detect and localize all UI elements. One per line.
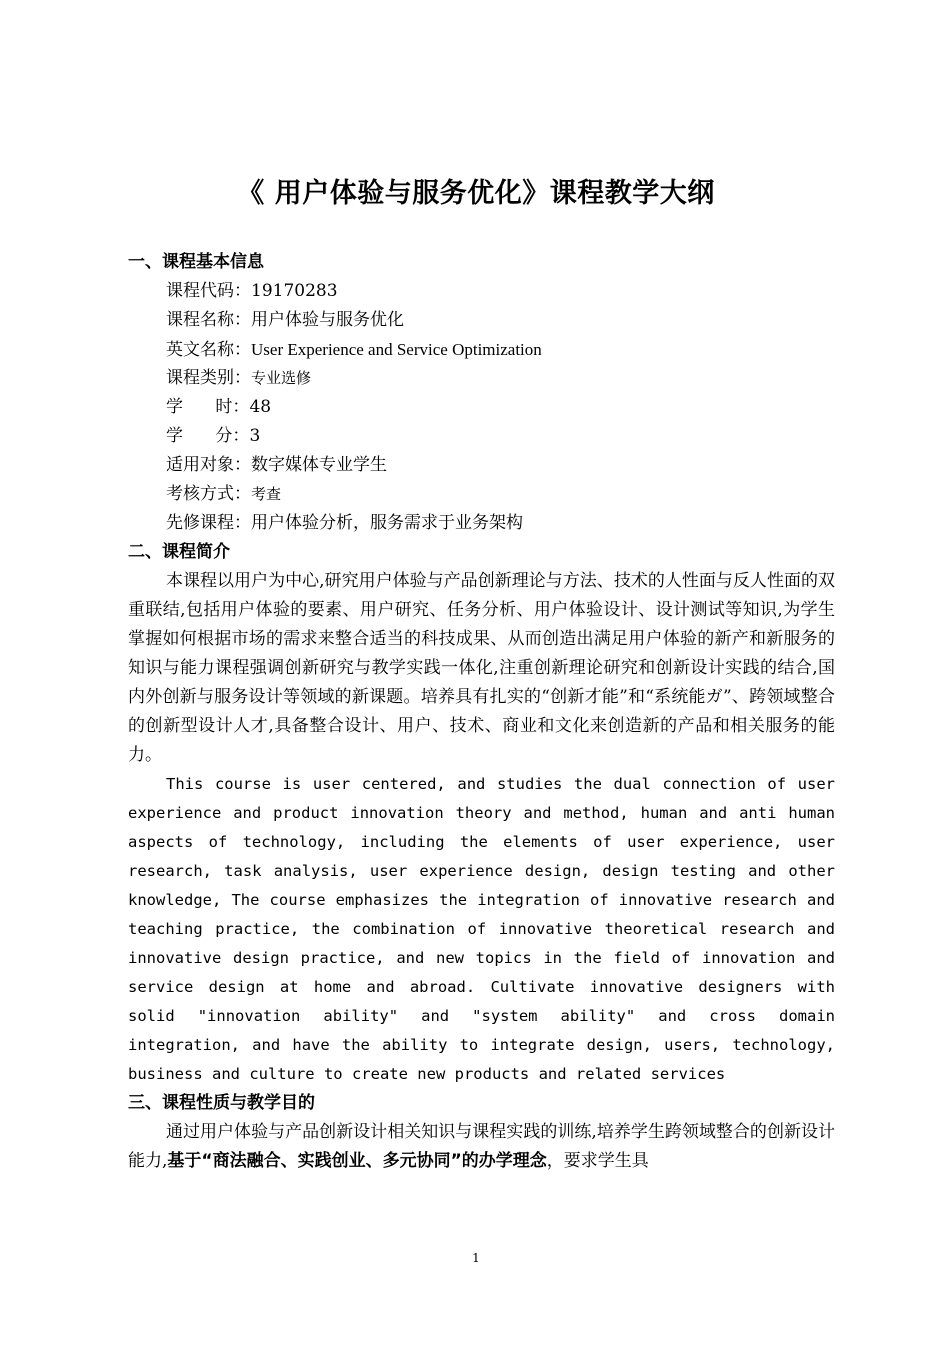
course-nature-text-start: 通过用户体验与产品创新设计相关知识与课程实践的训练,培养学生跨领域整合的创新设计能力, (128, 1122, 835, 1171)
section-heading-basic-info: 一、课程基本信息 (128, 252, 264, 272)
info-row-assessment (128, 480, 835, 509)
info-row-english-name (128, 335, 835, 364)
info-row-course-name (128, 306, 835, 335)
info-value: 考查 (251, 485, 282, 503)
info-value: 用户体验与服务优化 (251, 310, 404, 330)
info-value: 19170283 (251, 281, 338, 301)
course-nature-paragraph (128, 1118, 835, 1176)
info-row-credits (128, 422, 835, 451)
info-label: 学 分： (166, 426, 250, 446)
info-value: 48 (249, 397, 272, 417)
course-nature-text-end: ，要求学生具 (546, 1151, 649, 1171)
info-value: User Experience and Service Optimization (251, 340, 542, 359)
section-heading-course-nature: 三、课程性质与教学目的 (128, 1093, 315, 1113)
info-label: 课程代码： (166, 281, 251, 301)
info-label: 学 时： (166, 397, 250, 417)
document-title: 《 用户体验与服务优化》课程教学大纲 (237, 178, 715, 209)
course-info-list (128, 277, 835, 538)
info-value: 3 (249, 426, 261, 446)
info-row-prerequisites (128, 509, 835, 538)
info-label: 考核方式： (166, 484, 251, 504)
page-number: 1 (472, 1251, 480, 1265)
course-intro-paragraph-cn: 本课程以用户为中心,研究用户体验与产品创新理论与方法、技术的人性面与反人性面的双重联结,包括用户体验的要素、用户研究、任务分析、用户体验设计、设计测试等知识,为学生掌握如何根据市场的需求来整合适当的科技成果、从而创造出满足用户体验的新产和新服务的知识与能力课程强调创新研究与教学实践一体化,注重创新理论研究和创新设计实践的结合,国内外创新与服务设计等领域的新课题。培养具有扎实的“创新才能”和“系统能ガ”、跨领域整合的创新型设计人才,具备整合设计、用户、技术、商业和文化来创造新的产品和相关服务的能力。 (128, 571, 835, 765)
info-row-target-audience (128, 451, 835, 480)
info-label: 适用对象： (166, 455, 251, 475)
info-value: 用户体验分析，服务需求于业务架构 (251, 513, 523, 533)
section-heading-course-intro: 二、课程简介 (128, 542, 230, 562)
course-nature-text-bold: 基于“商法融合、实践创业、多元协同”的办学理念 (167, 1151, 547, 1171)
course-intro-paragraph-en: This course is user centered, and studies the dual connection of user experience and product innovation theory and method, human and anti human aspects of technology, including the elements of user experience, user research, task analysis, user experience design, design testing and other knowledge, The course emphasizes the integration of innovative research and teaching practice, the combination of innovative theoretical research and innovative design practice, and new topics in the field of innovation and service design at home and abroad. Cultivate innovative designers with solid "innovation ability" and "system ability" and cross domain integration, and have the ability to integrate design, users, technology, business and culture to create new products and related services (128, 775, 835, 1083)
info-row-hours (128, 393, 835, 422)
info-label: 课程名称： (166, 310, 251, 330)
info-label: 英文名称： (166, 340, 251, 360)
info-value: 专业选修 (251, 369, 312, 387)
info-value: 数字媒体专业学生 (251, 455, 387, 475)
info-row-course-code (128, 277, 835, 306)
info-label: 课程类别： (166, 368, 251, 388)
info-row-course-category (128, 364, 835, 393)
document-body (128, 248, 835, 1176)
info-label: 先修课程： (166, 513, 251, 533)
